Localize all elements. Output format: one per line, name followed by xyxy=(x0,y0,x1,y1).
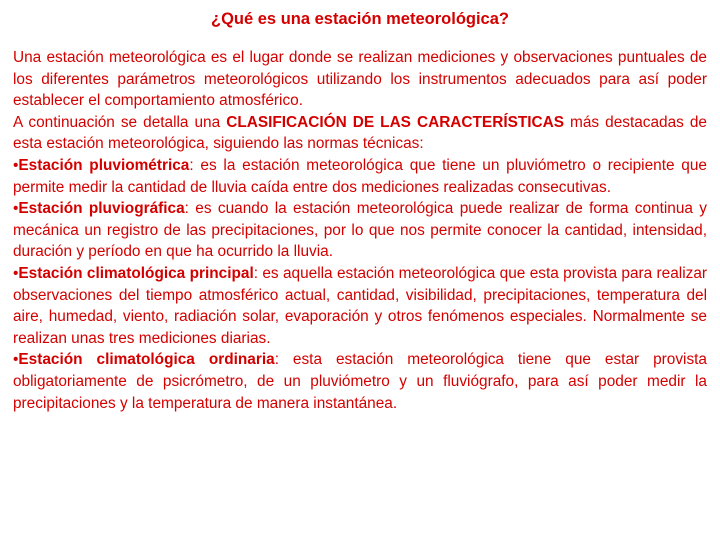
item-term: Estación climatológica ordinaria xyxy=(18,351,275,369)
item-description: : es aquella estación meteorológica que esta provista para realizar observaciones del tiempo atmosférico actual, cantidad, visibilidad, precipitaciones, temperatura del aire, humedad, viento, radiación solar, evaporación y otros fenómenos especiales. Normalmente se realizan unas tres mediciones diarias. xyxy=(13,264,708,347)
bullet-icon: • xyxy=(13,156,19,174)
item-description: : es cuando la estación meteorológica puede realizar de forma continua y mecánica un registro de las precipitaciones, por lo que nos permite conocer la cantidad, intensidad, duración y período en que ha ocurrido la lluvia. xyxy=(13,200,707,261)
classification-line xyxy=(13,112,707,155)
item-term: Estación pluviográfica xyxy=(18,200,185,218)
bullet-icon: • xyxy=(13,264,19,282)
list-item xyxy=(13,198,707,263)
item-term: Estación pluviométrica xyxy=(18,156,190,174)
classification-before: A continuación se detalla una xyxy=(13,113,227,131)
list-item xyxy=(13,349,707,414)
item-description: : es la estación meteorológica que tiene un pluviómetro o recipiente que permite medir la cantidad de lluvia caída entre dos mediciones realizadas consecutivas. xyxy=(13,156,707,196)
list-item xyxy=(13,263,707,349)
list-item xyxy=(13,155,707,198)
classification-emphasis: CLASIFICACIÓN DE LAS CARACTERÍSTICAS xyxy=(226,113,565,131)
page-title: ¿Qué es una estación meteorológica? xyxy=(211,10,509,28)
bullet-icon: • xyxy=(13,351,19,369)
item-description: : esta estación meteorológica tiene que estar provista obligatoriamente de psicrómetro, de un pluviómetro y un fluviógrafo, para así poder medir la precipitaciones y la temperatura de manera instantánea. xyxy=(13,351,707,412)
body-paragraph xyxy=(13,47,707,414)
item-term: Estación climatológica principal xyxy=(18,264,254,282)
intro-text: Una estación meteorológica es el lugar donde se realizan mediciones y observaciones puntuales de los diferentes parámetros meteorológicos utilizando los instrumentos adecuados para así poder establecer el comportamiento atmosférico. xyxy=(13,49,707,110)
bullet-icon: • xyxy=(13,200,19,218)
classification-after: más destacadas de esta estación meteorológica, siguiendo las normas técnicas: xyxy=(13,113,707,153)
slide xyxy=(13,8,707,414)
